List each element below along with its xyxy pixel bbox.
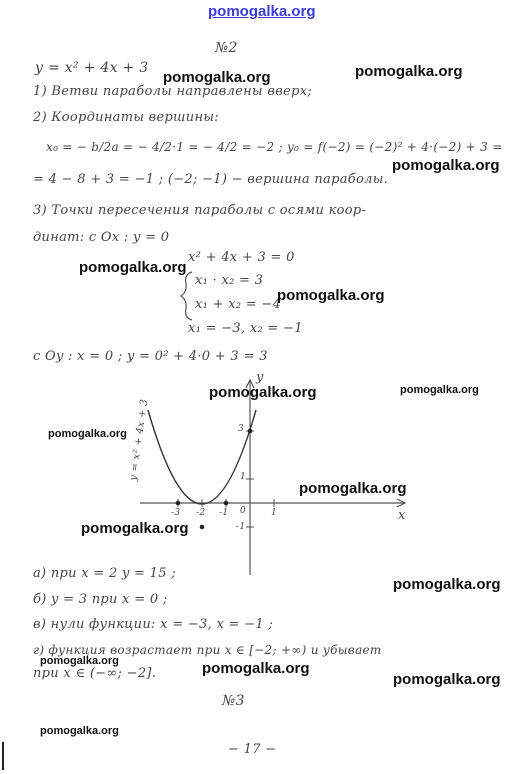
next-problem-number: №3: [222, 693, 245, 709]
line-quadratic: x² + 4x + 3 = 0: [188, 250, 295, 265]
problem-number: №2: [215, 40, 238, 56]
watermark: pomogalka.org: [277, 287, 385, 304]
tick-label-y: 3: [238, 424, 245, 434]
function-equation: y = x² + 4x + 3: [35, 60, 149, 76]
margin-mark: [2, 742, 4, 770]
line-roots: x₁ = −3, x₂ = −1: [188, 321, 303, 336]
answer-d-cont: при x ∈ (−∞; −2].: [33, 666, 157, 681]
line-intersections: 3) Точки пересечения параболы с осями коор-: [33, 203, 367, 218]
tick-label-x: -1: [219, 508, 229, 518]
answer-a: а) при x = 2 y = 15 ;: [33, 566, 176, 581]
answer-c: в) нули функции: x = −3, x = −1 ;: [33, 617, 274, 632]
watermark: pomogalka.org: [79, 259, 187, 276]
y-intercept-point: [248, 429, 253, 434]
line-oy: с Oy : x = 0 ; y = 0² + 4·0 + 3 = 3: [33, 349, 268, 364]
line-vertex-result: = 4 − 8 + 3 = −1 ; (−2; −1) − вершина параболы.: [33, 172, 389, 187]
watermark: pomogalka.org: [163, 69, 271, 86]
answer-d: г) функция возрастает при x ∈ [−2; +∞) и убывает: [33, 643, 382, 657]
tick-label-x: 0: [240, 506, 247, 516]
tick-label-x: -2: [196, 508, 206, 518]
watermark: pomogalka.org: [40, 725, 119, 737]
line-vertex-calc: x₀ = − b/2a = − 4/2·1 = − 4/2 = −2 ; y₀ = f(−2) = (−2)² + 4·(−2) + 3 =: [46, 140, 503, 154]
tick-label-x: 1: [271, 508, 278, 518]
line-vertex-heading: 2) Координаты вершины:: [33, 110, 219, 125]
line-ox: динат: с Ox : y = 0: [33, 230, 170, 245]
watermark: pomogalka.org: [355, 63, 463, 80]
vertex-point: [200, 525, 205, 530]
line-vieta-sum: x₁ + x₂ = −4: [195, 297, 282, 312]
watermark: pomogalka.org: [48, 428, 127, 440]
watermark: pomogalka.org: [392, 157, 500, 174]
x-axis-label: x: [398, 508, 406, 523]
root-point: [224, 501, 229, 506]
watermark: pomogalka.org: [202, 660, 310, 677]
curve-label: y = x² + 4x + 3: [128, 398, 151, 482]
watermark: pomogalka.org: [400, 384, 479, 396]
y-axis-label: y: [256, 370, 264, 385]
page-number: − 17 −: [228, 742, 277, 757]
watermark: pomogalka.org: [393, 576, 501, 593]
line-vieta-product: x₁ · x₂ = 3: [195, 273, 264, 288]
watermark: pomogalka.org: [299, 480, 407, 497]
line-branches: 1) Ветви параболы направлены вверх;: [33, 84, 313, 99]
tick-label-y: 1: [240, 472, 247, 482]
answer-b: б) y = 3 при x = 0 ;: [33, 592, 168, 607]
tick-label-y: -1: [236, 522, 246, 532]
watermark: pomogalka.org: [81, 520, 189, 537]
watermark: pomogalka.org: [40, 655, 119, 667]
tick-label-x: -3: [171, 508, 181, 518]
root-point: [176, 501, 181, 506]
watermark: pomogalka.org: [209, 384, 317, 401]
header-watermark: pomogalka.org: [208, 3, 316, 20]
watermark: pomogalka.org: [393, 671, 501, 688]
